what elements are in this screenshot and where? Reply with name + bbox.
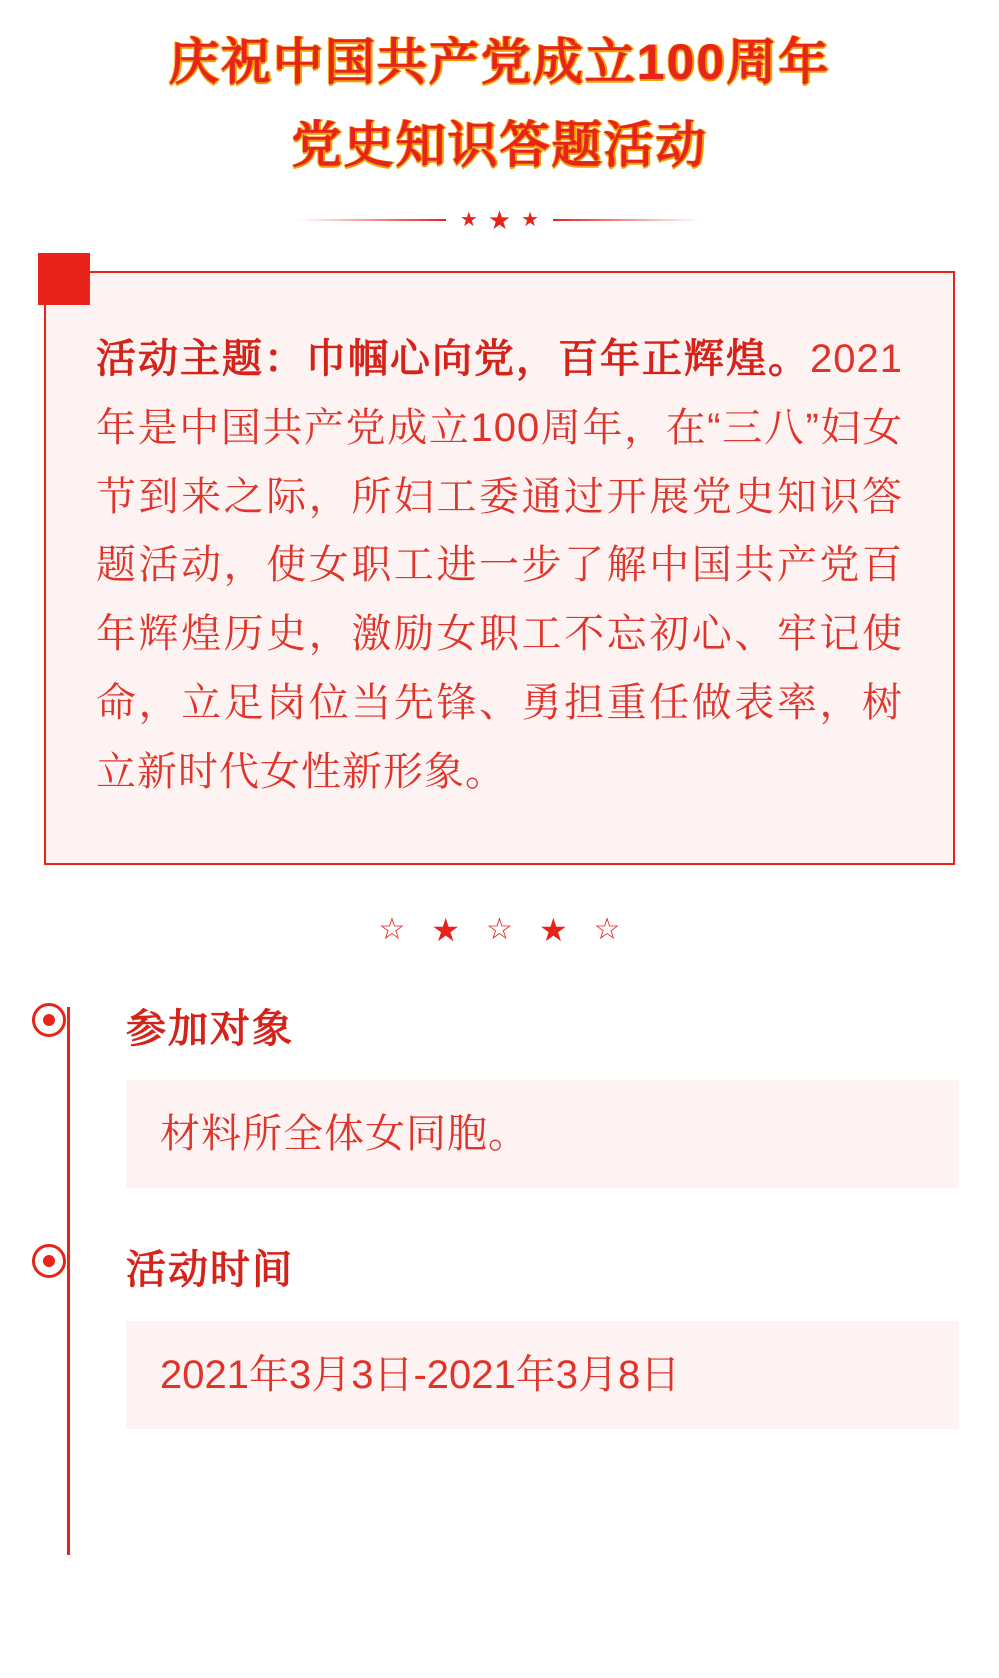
activity-theme-label: 活动主题：巾帼心向党，百年正辉煌。	[96, 337, 811, 381]
timeline-content-participants: 材料所全体女同胞。	[126, 1080, 959, 1188]
corner-square-marker	[38, 253, 90, 305]
star-icon: ★	[487, 205, 512, 235]
star-filled-icon: ★	[538, 911, 568, 948]
timeline-content-time: 2021年3月3日-2021年3月8日	[126, 1321, 959, 1429]
star-outline-icon: ☆	[378, 913, 406, 947]
star-icon: ★	[459, 209, 478, 231]
page-title-line-1: 庆祝中国共产党成立100周年	[168, 34, 831, 90]
divider-rule-right	[553, 219, 701, 221]
theme-box-wrapper	[44, 271, 955, 865]
timeline-dot-icon	[32, 1003, 66, 1037]
star-outline-icon: ☆	[486, 913, 513, 947]
theme-box	[44, 271, 955, 865]
divider-rule-left	[298, 219, 446, 221]
timeline-item-time	[68, 1234, 999, 1429]
timeline-heading-time: 活动时间	[126, 1247, 294, 1292]
theme-box-text	[96, 325, 903, 807]
timeline-item-participants	[68, 993, 999, 1188]
timeline-heading-participants: 参加对象	[126, 1006, 294, 1051]
timeline-dot-icon	[32, 1244, 66, 1278]
star-outline-icon: ☆	[593, 913, 621, 947]
timeline	[0, 993, 999, 1555]
poster-header	[0, 18, 999, 233]
divider-stars	[460, 207, 539, 233]
star-divider	[40, 207, 959, 233]
mid-star-divider	[0, 911, 999, 949]
activity-theme-body: 2021年是中国共产党成立100周年，在“三八”妇女节到来之际，所妇工委通过开展党史知识答题活动，使女职工进一步了解中国共产党百年辉煌历史，激励女职工不忘初心、牢记使命，立足岗位当先锋、勇担重任做表率，树立新时代女性新形象。	[96, 337, 903, 794]
page-title-line-2: 党史知识答题活动	[291, 116, 708, 173]
star-filled-icon: ★	[431, 911, 461, 948]
star-icon: ★	[521, 209, 540, 231]
